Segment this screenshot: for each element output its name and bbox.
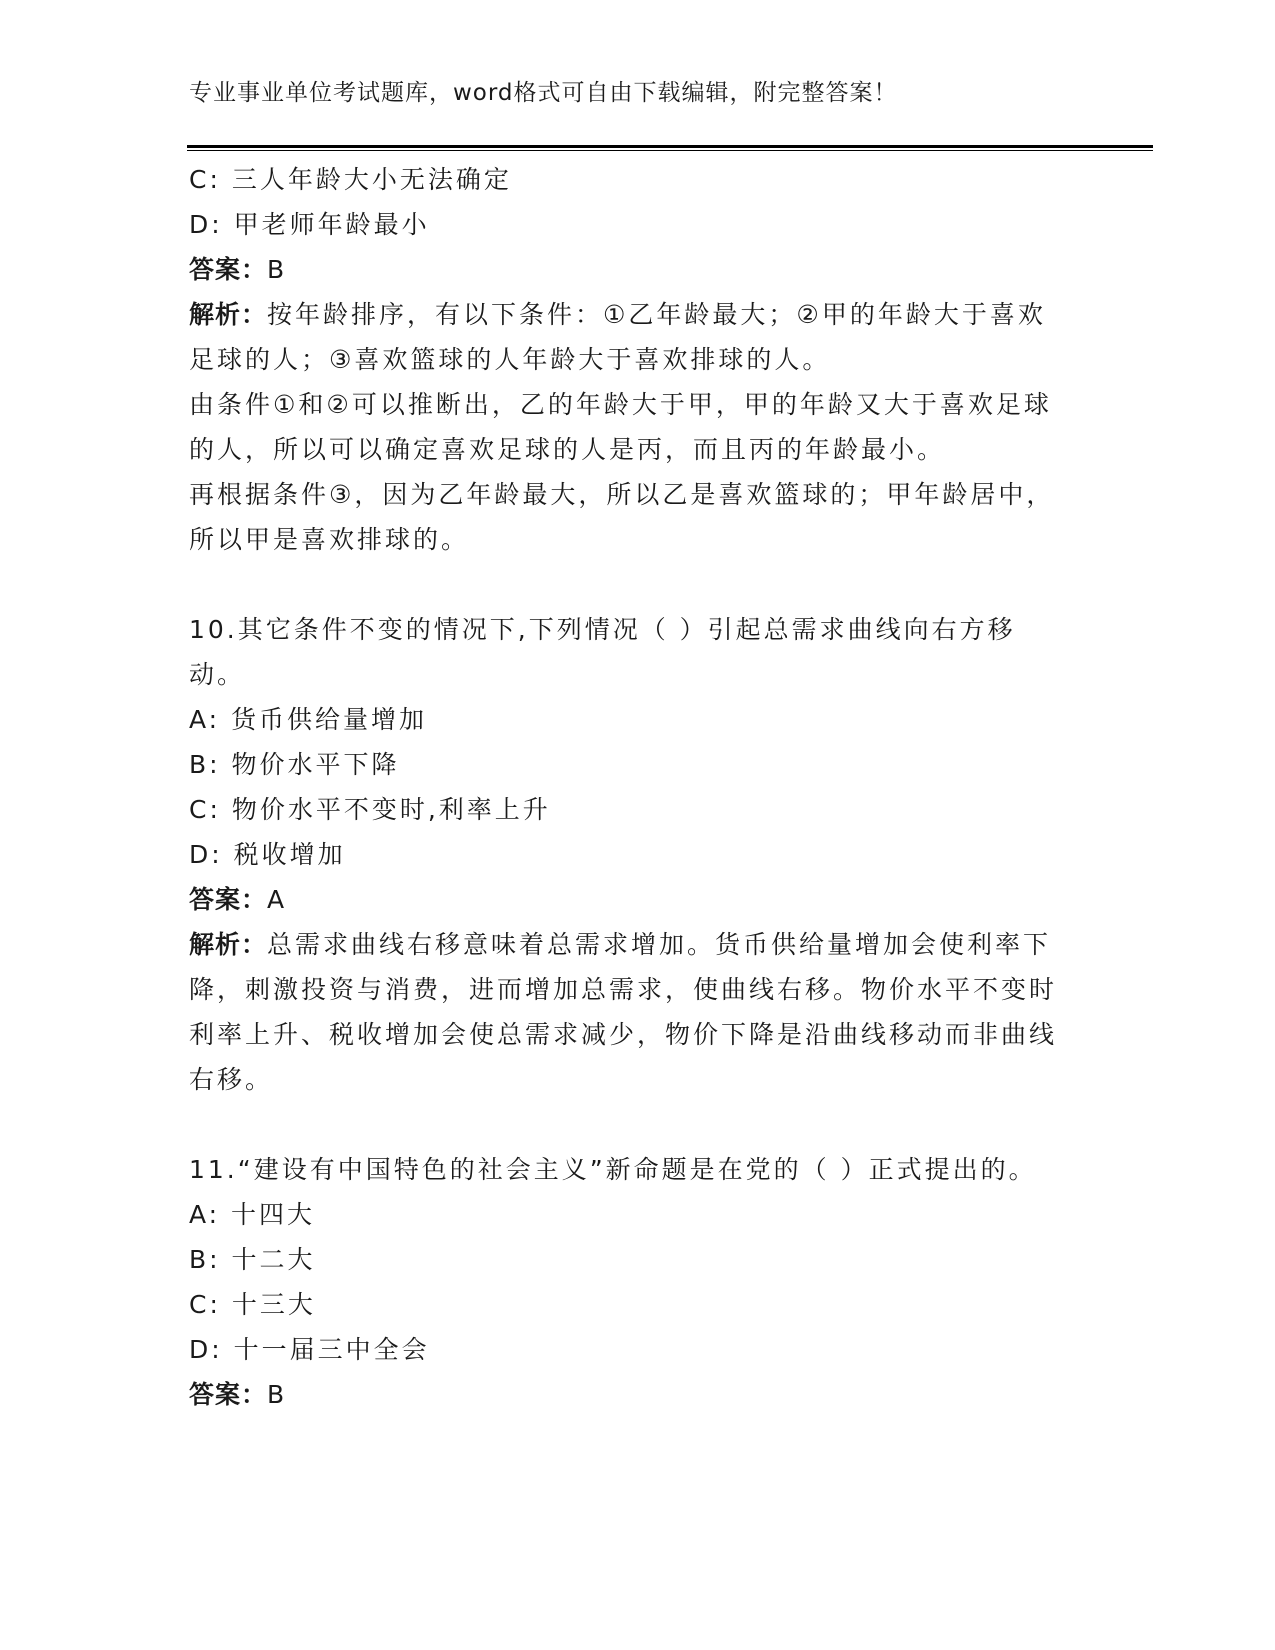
answer-label: 答案： [189, 255, 268, 284]
explanation-text: 总需求曲线右移意味着总需求增加。货币供给量增加会使利率下降，刺激投资与消费，进而增加总需求，使曲线右移。物价水平不变时利率上升、税收增加会使总需求减少，物价下降是沿曲线移动而非曲线右移。 [189, 930, 1058, 1094]
spacer [189, 1102, 1069, 1147]
document-body [189, 157, 1069, 1417]
header-rule-thin [187, 150, 1153, 151]
q11-question: 11.“建设有中国特色的社会主义”新命题是在党的（ ）正式提出的。 [189, 1155, 1037, 1184]
explanation-label: 解析： [189, 300, 268, 329]
q9-explanation-p3: 再根据条件③，因为乙年龄最大，所以乙是喜欢篮球的；甲年龄居中，所以甲是喜欢排球的。 [189, 480, 1055, 554]
explanation-label: 解析： [189, 930, 268, 959]
q11-option-b: B: 十二大 [189, 1245, 316, 1274]
q11-option-d: D: 十一届三中全会 [189, 1335, 430, 1364]
q10-question: 10.其它条件不变的情况下,下列情况（ ）引起总需求曲线向右方移动。 [189, 615, 1016, 689]
answer-label: 答案： [189, 885, 268, 914]
q9-answer [189, 247, 1069, 292]
q9-explanation-p1 [189, 292, 1069, 382]
q10-option-c: C: 物价水平不变时,利率上升 [189, 795, 551, 824]
q11-answer [189, 1372, 1069, 1417]
q10-explanation [189, 922, 1069, 1102]
q10-option-a: A: 货币供给量增加 [189, 705, 428, 734]
page-header-text: 专业事业单位考试题库，word格式可自由下载编辑，附完整答案！ [189, 80, 898, 106]
spacer [189, 562, 1069, 607]
answer-value: B [267, 1380, 288, 1409]
q11-option-a: A: 十四大 [189, 1200, 316, 1229]
q11-option-c: C: 十三大 [189, 1290, 316, 1319]
answer-value: A [267, 885, 288, 914]
q9-explanation-p2: 由条件①和②可以推断出，乙的年龄大于甲，甲的年龄又大于喜欢足球的人，所以可以确定喜欢足球的人是丙，而且丙的年龄最小。 [189, 390, 1052, 464]
answer-label: 答案： [189, 1380, 268, 1409]
answer-value: B [267, 255, 288, 284]
q9-option-d: D: 甲老师年龄最小 [189, 210, 430, 239]
q10-option-d: D: 税收增加 [189, 840, 346, 869]
q10-answer [189, 877, 1069, 922]
q10-option-b: B: 物价水平下降 [189, 750, 400, 779]
header-rule-thick [187, 145, 1153, 148]
q9-option-c: C: 三人年龄大小无法确定 [189, 165, 512, 194]
explanation-text: 按年龄排序，有以下条件：①乙年龄最大；②甲的年龄大于喜欢足球的人；③喜欢篮球的人年龄大于喜欢排球的人。 [189, 300, 1046, 374]
